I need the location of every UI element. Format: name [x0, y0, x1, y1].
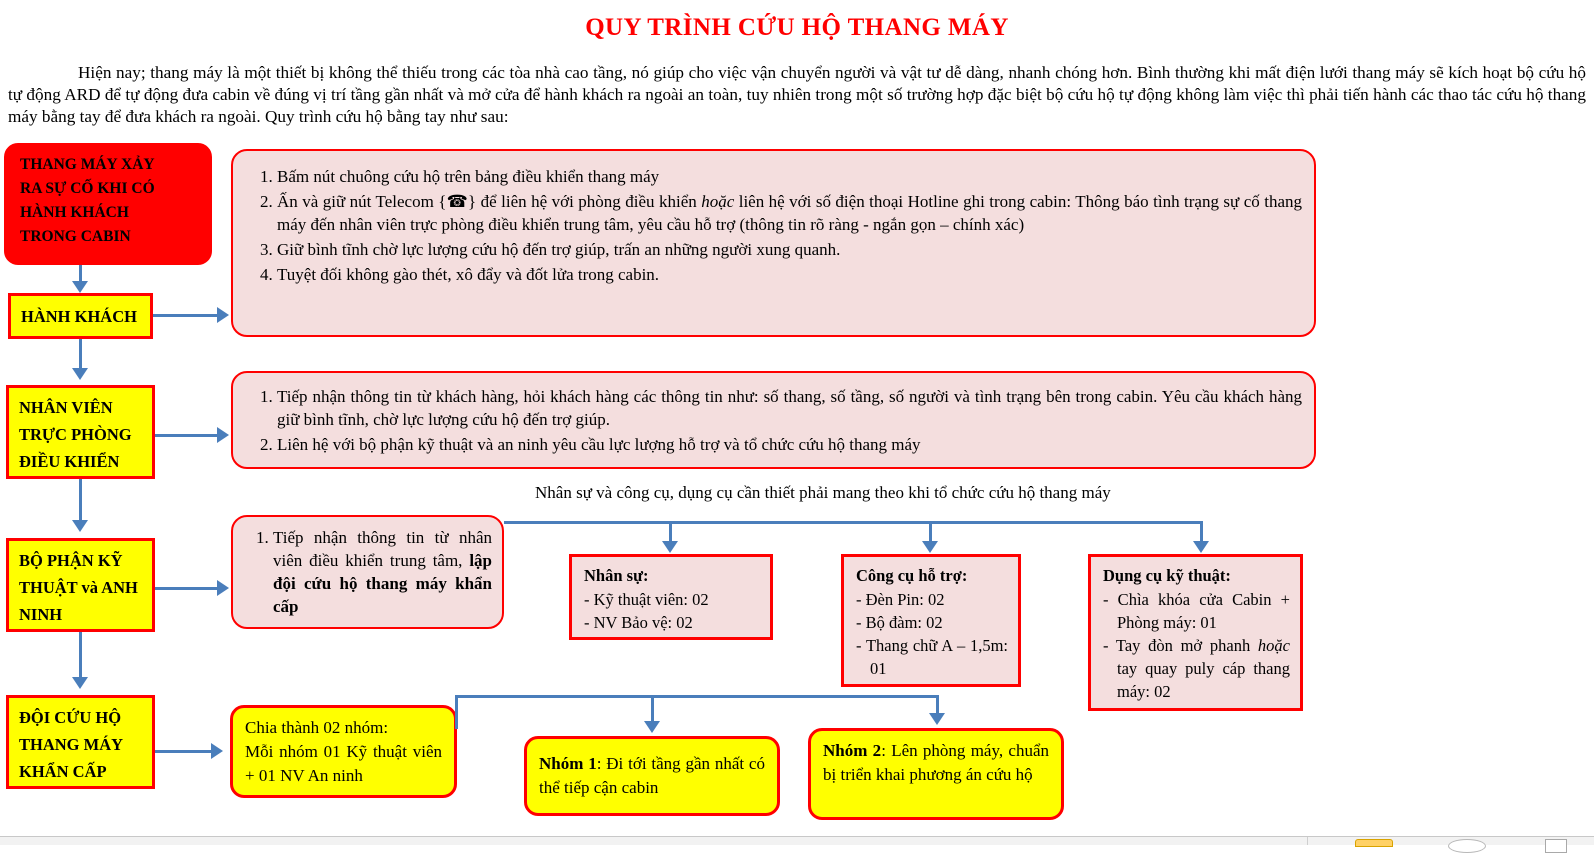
arrow-right-passenger-panel1 [217, 307, 229, 323]
connector-resource-bus [504, 521, 1203, 524]
arrow-down-control-tech [72, 520, 88, 532]
list-item [277, 385, 1302, 431]
connector-bus-support [929, 521, 932, 543]
arrow-down-incident-passenger [72, 281, 88, 293]
incident-line-4: TRONG CABIN [20, 228, 131, 245]
node-control-staff [6, 385, 155, 479]
control-actions-list [233, 385, 1314, 456]
item-text: Liên hệ với bộ phận kỹ thuật và an ninh yêu cầu lực lượng hỗ trợ và tổ chức cứu hộ thang máy [277, 435, 921, 454]
connector-bus-technical [1200, 521, 1203, 543]
list-item [277, 433, 1302, 456]
arrow-down-group2 [929, 713, 945, 725]
item-emphasis: hoặc [1257, 636, 1290, 655]
item-text: Tiếp nhận thông tin từ nhân viên điều khiển trung tâm, [273, 528, 492, 570]
rescue-line-2: THANG MÁY [19, 735, 124, 754]
node-incident [4, 143, 212, 265]
group-2-text: Lên phòng máy, chuẩn bị triển khai phương án cứu hộ [823, 741, 1049, 784]
item-text: Bấm nút chuông cứu hộ trên bảng điều khiển thang máy [277, 167, 660, 186]
box-group-1 [524, 736, 780, 816]
connector-passenger-control [79, 339, 82, 369]
connector-control-panel2 [155, 434, 219, 437]
rescue-line-3: KHẨN CẤP [19, 762, 107, 781]
personnel-item: - Kỹ thuật viên: 02 [584, 590, 709, 609]
arrow-right-rescue-split [211, 743, 223, 759]
arrow-down-group1 [644, 721, 660, 733]
list-item [277, 165, 1302, 188]
control-line-3: ĐIỀU KHIỂN [19, 452, 120, 471]
arrow-down-personnel [662, 541, 678, 553]
incident-line-2: RA SỰ CỐ KHI CÓ [20, 180, 155, 197]
group-1-separator: : [596, 754, 607, 773]
folder-icon[interactable] [1355, 839, 1393, 847]
passenger-label: HÀNH KHÁCH [21, 306, 137, 326]
box-technical-tools [1088, 554, 1303, 711]
item-text: Tuyệt đối không gào thét, xô đẩy và đốt lửa trong cabin. [277, 265, 660, 284]
support-tools-item: - Thang chữ A – 1,5m: 01 [856, 636, 1008, 678]
connector-tech-rescue [79, 632, 82, 678]
personnel-item: - NV Bảo vệ: 02 [584, 613, 693, 632]
box-group-split [230, 705, 457, 798]
arrow-down-support-tools [922, 541, 938, 553]
arrow-right-tech-panel3 [217, 580, 229, 596]
tech-line-1: BỘ PHẬN KỸ [19, 551, 123, 570]
list-item [277, 263, 1302, 286]
panel-tech-actions [231, 515, 504, 629]
incident-line-1: THANG MÁY XẢY [20, 156, 155, 173]
arrow-right-control-panel2 [217, 427, 229, 443]
arrow-down-tech-rescue [72, 677, 88, 689]
node-tech-security [6, 538, 155, 632]
incident-line-3: HÀNH KHÁCH [20, 204, 129, 221]
technical-tools-item [1103, 634, 1290, 703]
item-text: - Tay đòn mở phanh [1103, 636, 1258, 655]
page-title: QUY TRÌNH CỨU HỘ THANG MÁY [585, 14, 1009, 41]
group-1-name: Nhóm 1 [539, 754, 597, 773]
box-support-tools [841, 554, 1021, 687]
control-line-2: TRỰC PHÒNG [19, 425, 132, 444]
group-split-line-2: Mỗi nhóm 01 Kỹ thuật viên + 01 NV An ninh [245, 742, 442, 785]
node-rescue-team [6, 695, 155, 789]
tech-line-3: NINH [19, 605, 63, 624]
intro-paragraph: Hiện nay; thang máy là một thiết bị không thể thiếu trong các tòa nhà cao tầng, nó giúp cho việc vận chuyển người và vật tư dễ dàng, nhanh chóng hơn. Bình thường khi mất điện lưới thang máy sẽ kích hoạt bộ cứu hộ tự động ARD để tự động đưa cabin về đúng vị trí tầng gần nhất và mở cửa để hành khách ra ngoài an toàn, tuy nhiên trong một số trường hợp đặc biệt bộ cứu hộ tự động không làm việc thì phải tiến hành các thao tác cứu hộ thang máy bằng tay để đưa khách ra ngoài. Quy trình cứu hộ bằng tay như sau: [8, 63, 1586, 126]
technical-tools-heading: Dụng cụ kỹ thuật: [1103, 566, 1231, 585]
connector-control-tech [79, 479, 82, 521]
connector-bus-group2 [936, 695, 939, 714]
group-2-separator: : [881, 741, 892, 760]
connector-passenger-panel1 [153, 314, 219, 317]
item-text: Ấn và giữ nút Telecom { [277, 192, 447, 211]
box-group-2 [808, 728, 1064, 820]
item-bold-text: lập đội cứu hộ thang máy khẩn cấp [273, 551, 492, 616]
arrow-down-technical-tools [1193, 541, 1209, 553]
arrow-down-passenger-control [72, 368, 88, 380]
list-item [277, 190, 1302, 236]
list-item [277, 238, 1302, 261]
technical-tools-item: - Chìa khóa cửa Cabin + Phòng máy: 01 [1103, 590, 1290, 632]
tech-actions-list [233, 526, 502, 618]
panel-control-actions [231, 371, 1316, 469]
rescue-line-1: ĐỘI CỨU HỘ [19, 708, 122, 727]
connector-bus-group1 [651, 695, 654, 722]
tech-line-2: THUẬT và ANH [19, 578, 138, 597]
item-text: liên hệ với số điện thoại Hotline ghi trong cabin: Thông báo tình trạng sự cố thang máy đến nhân viên trực phòng điều khiển trung tâm, yêu cầu hỗ trợ (thông tin rõ ràng - ngắn gọn – chính xác) [277, 192, 1302, 234]
item-text: Giữ bình tĩnh chờ lực lượng cứu hộ đến trợ giúp, trấn an những người xung quanh. [277, 240, 841, 259]
list-item [273, 526, 492, 618]
support-tools-item: - Đèn Pin: 02 [856, 590, 945, 609]
item-text: Tiếp nhận thông tin từ khách hàng, hỏi khách hàng các thông tin như: số thang, số tầng, số người và tình trạng bên trong cabin. Yêu cầu khách hàng giữ bình tĩnh, chờ lực lượng cứu hộ đến trợ giúp. [277, 387, 1302, 429]
square-icon[interactable] [1545, 839, 1567, 853]
group-1-text: Đi tới tầng gần nhất có thể tiếp cận cabin [539, 754, 765, 797]
connector-rescue-split [155, 750, 213, 753]
item-text: tay quay puly cáp thang máy: 02 [1117, 659, 1290, 701]
panel-passenger-actions [231, 149, 1316, 337]
personnel-heading: Nhân sự: [584, 566, 649, 585]
resources-caption: Nhân sự và công cụ, dụng cụ cần thiết phải mang theo khi tổ chức cứu hộ thang máy [535, 483, 1111, 502]
item-emphasis: hoặc [701, 192, 735, 211]
circle-icon[interactable] [1448, 839, 1486, 853]
connector-bus-personnel [669, 521, 672, 543]
connector-group-bus [457, 695, 939, 698]
passenger-actions-list [233, 165, 1314, 286]
connector-tech-panel3 [155, 587, 219, 590]
support-tools-heading: Công cụ hỗ trợ: [856, 566, 968, 585]
support-tools-item: - Bộ đàm: 02 [856, 613, 943, 632]
connector-group-bus-left-stub [455, 695, 458, 729]
group-split-line-1: Chia thành 02 nhóm: [245, 718, 389, 737]
node-passenger [8, 293, 153, 339]
box-personnel [569, 554, 773, 640]
item-text: } để liên hệ với phòng điều khiển [468, 192, 702, 211]
group-2-name: Nhóm 2 [823, 741, 882, 760]
control-line-1: NHÂN VIÊN [19, 398, 113, 417]
telephone-icon: ☎ [446, 192, 469, 211]
